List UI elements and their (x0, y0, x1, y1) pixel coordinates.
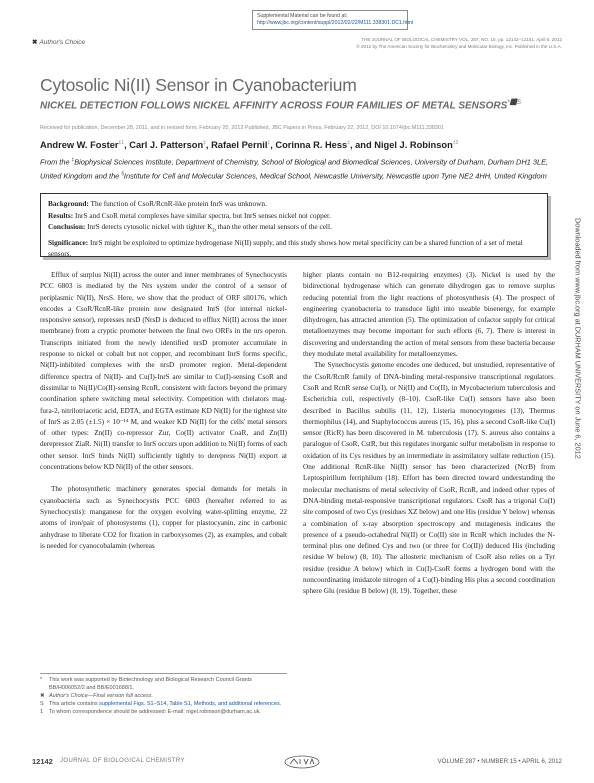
journal-copyright: © 2012 by The American Society for Biochemistry and Molecular Biology, Inc. Published in the U.S.A. (356, 44, 562, 50)
right-column (303, 270, 555, 598)
significance-text: InrS might be exploited to optimize hydrogenase Ni(II) supply, and this study shows how metal specificity can be a shared function of a set of metal sensors. (48, 237, 523, 259)
author-name: Rafael Pernil (211, 140, 268, 151)
footnotes (40, 673, 287, 717)
authors-choice-badge (32, 38, 85, 46)
author-name: Corinna R. Hess (275, 140, 348, 151)
affil-durham: Biophysical Sciences Institute, Department of Chemistry, School of Biological and Biomedical Sciences, University of Durham, Durham DH1 3LE, United Kingdom and the (40, 157, 549, 181)
footnote (40, 709, 287, 717)
author-name: Andrew W. Foster (40, 140, 119, 151)
asbmb-logo-icon (284, 755, 320, 769)
intro-paragraph-2: The Synechocystis genome encodes one deduced, but unstudied, representative of the CsoR/RcnR family of DNA-binding metal-responsive transcriptional regulators. CsoR and RcnR sense Cu(I), or Ni(II) and Co(II), in Mycobacterium tuberculosis and Escherichia coli, respectively (8–10). CsoR-like Cu(I) sensors have also been described in Bacillus subtilis (11, 12), Listeria monocytogenes (13), Thermus thermophilus (14), and Staphylococcus aureus (15, 16), plus a second CsoR-like Cu(I) sensor (RicR) has been discovered in M. tuberculosis (17). S. aureus also contains a paralogue of CsoR, CstR, but this regulates inorganic sulfur metabolism in response to oxidation of its Cys residues by an intermediate in assimilatory sulfate reduction (15). One additional RcnR-like Ni(II) sensor has been characterized (NcrB) from Leptospirillum ferriphilum (18). Effort has been directed toward understanding the molecular mechanisms of metal selectivity of CsoR, RcnR, and indeed other types of DNA-binding metal-responsive transcriptional regulators. CsoR has a trigonal Cu(I) site composed of two Cys (residues XZ below) and one His (residue Y below) whereas a combination of x-ray absorption spectroscopy and mutagenesis indicates the presence of a pseudo-octahedral Ni(II) or Co(II) site in RcnR which includes the N-terminal plus one defined Cys and two (or three for Co(II)) deduced His (including residue W below) (8, 10). The allosteric mechanism of CsoR also relies on a Tyr residue (residue A below) which in Cu(I)-CsoR forms a hydrogen bond with the noncoordinating imidazole nitrogen of a Cu(I)-binding His plus a second coordination sphere Glu (residue B below) (8, 19). Together, these (303, 361, 555, 596)
footnote-symbol: S (40, 700, 44, 707)
left-column (40, 270, 287, 552)
journal-name: JOURNAL OF BIOLOGICAL CHEMISTRY (60, 758, 185, 764)
affil-newcastle: Institute for Cell and Molecular Sciences, Medical School, Newcastle University, Newcastle upon Tyne NE2 4HH, United Kingdom (123, 171, 547, 181)
intro-paragraph: The photosynthetic machinery generates special demands for metals in cyanobacteria such as Synechocystis PCC 6803 (hereafter referred to as Synechocystis): manganese for the oxygen evolving water-splitting enzyme, 22 atoms of iron/pair of photosystems (1), copper for plastocyanin, zinc in carbonic anhydrase to liberate CO2 for fixation in carboxysomes (2), as examples, and cobalt is needed for cyanocobalamin (whereas (40, 485, 287, 550)
footnote-symbol: ✖ (40, 692, 45, 699)
results-label: Results: (48, 210, 74, 220)
journal-citation: THE JOURNAL OF BIOLOGICAL CHEMISTRY VOL. 287, NO. 15, pp. 12142–12151, April 6, 2012 (361, 37, 562, 42)
author-affil-mark: ‡2 (452, 140, 459, 146)
article-subtitle (40, 97, 540, 112)
footnote-text-end: . (279, 700, 282, 707)
footnote-symbol: * (40, 677, 43, 683)
subtitle-marks: *⬛S (507, 100, 522, 106)
subtitle-text: NICKEL DETECTION FOLLOWS NICKEL AFFINITY ACROSS FOUR FAMILIES OF METAL SENSORS (40, 100, 508, 112)
author-name: Nigel J. Robinson (374, 140, 453, 151)
authors-choice-icon: ✖ (32, 39, 38, 46)
footnote-text: This work was supported by Biotechnology and Biological Research Council Grants BB/H006052/2 and BB/E001688/1. (49, 677, 252, 691)
author-affil-mark: ‡ (203, 140, 206, 146)
significance-label: Significance: (48, 237, 89, 247)
conclusion-subscript: D (212, 227, 216, 233)
affil-mark: ‡ (71, 157, 75, 162)
author-name: Carl J. Patterson (129, 140, 204, 151)
author-affil-mark: ‡ (347, 140, 350, 146)
footnote (40, 693, 287, 701)
author-sep: , (205, 140, 212, 151)
abstract-paragraph: Efflux of surplus Ni(II) across the outer and inner membranes of Synechocystis PCC 6803 is mediated by the Nrs system under the control of a sensor of periplasmic Ni(II), NrsS. Here, we show that the product of ORF sll0176, which encodes a CsoR/RcnR-like protein now designated InrS (for internal nickel-responsive sensor), represses nrsD (NrsD is deduced to efflux Ni(II) across the inner membrane) from a cryptic promoter between the final two ORFs in the nrs operon. Transcripts initiated from the newly identified nrsD promoter accumulate in response to nickel or cobalt but not copper, and recombinant InrS forms specific, Ni(II)-inhibited complexes with the nrsD promoter region. Metal-dependent difference spectra of Ni(II)- and Cu(I)-InrS are similar to Cu(I)-sensing CsoR and dissimilar to Ni(II)/Co(II)-sensing RcnR, consistent with factors beyond the primary coordination sphere switching metal selectivity. Competition with chelators mag-fura-2, nitrilotriacetic acid, EDTA, and EGTA estimate KD Ni(II) for the tightest site of InrS as 2.05 (±1.5) × 10⁻¹⁴ M, and weaker KD Ni(II) for the cells' metal sensors of other types: Zn(II) co-repressor Zur, Co(II) activator CoaR, and Zn(II) derepressor ZiaR. Ni(II) transfer to InrS occurs upon addition to Ni(II) forms of each other sensor. InrS binds Ni(II) sufficiently tightly to derepress Ni(II) export at concentrations below KD Ni(II) of the other sensors. (40, 271, 287, 472)
abstract-results (48, 210, 540, 222)
page-footer (32, 755, 562, 771)
author-sep: , (270, 140, 276, 151)
supplemental-link[interactable]: http://www.jbc.org/content/suppl/2012/02/22/M111.338301.DC1.html (257, 20, 414, 27)
background-text: The function of CsoR/RcnR-like protein InrS was unknown. (88, 199, 267, 208)
footnote-symbol: 1 (40, 708, 44, 715)
author-list (40, 140, 458, 150)
background-label: Background: (48, 199, 89, 208)
affil-prefix: From the (40, 157, 72, 167)
page-number: 12142 (32, 757, 53, 766)
footnote-text: Author's Choice—Final version full access. (49, 692, 154, 699)
received-dates: Received for publication, December 28, 2011, and in revised form, February 20, 2012 Published, JBC Papers in Press, February 22, 2012, DOI 10.1074/jbc.M111.338301 (40, 125, 444, 131)
download-notice (570, 218, 586, 602)
footnote (40, 677, 287, 693)
article-title: Cytosolic Ni(II) Sensor in Cyanobacterium (40, 75, 357, 95)
footnote-text: To whom correspondence should be addressed: E-mail: nigel.robinson@durham.ac.uk. (49, 708, 261, 715)
structured-abstract (40, 193, 548, 257)
download-notice-text: Downloaded from www.jbc.org at DURHAM UNIVERSITY on June 6, 2012 (573, 218, 583, 459)
journal-meta (322, 36, 562, 50)
author-sep: , and (349, 140, 375, 151)
authors-choice-label: Author's Choice (39, 39, 86, 46)
conclusion-label: Conclusion: (48, 222, 86, 232)
supplemental-data-link[interactable]: supplemental Figs. S1–S14, Table S1, Methods, and additional references (99, 700, 280, 707)
intro-continued-paragraph: higher plants contain no B12-requiring enzymes) (3). Nickel is used by the bidirectional hydrogenase which can generate dihydrogen gas to remove surplus reducing potential from the light reactions of photosynthesis (4). The prospect of engineering cyanobacteria to transduce light into useable bioenergy, for example dihydrogen, has attracted attention (5). The optimization of cofactor supply for critical metalloenzymes may become important for such efforts (6, 7). There is interest in discovering and understanding the action of metal sensors from these bacteria because they modulate metal availability for metalloenzymes. (303, 271, 555, 359)
author-affil-mark: ‡ (267, 140, 271, 146)
abstract-significance (48, 237, 540, 260)
footnote-text: This article contains (49, 700, 100, 707)
volume-info: VOLUME 287 • NUMBER 15 • APRIL 6, 2012 (437, 758, 562, 765)
affiliations (40, 154, 558, 182)
abstract-conclusion (48, 221, 540, 236)
supplemental-material-box (252, 10, 414, 30)
footnote (40, 701, 287, 709)
abstract-background (48, 198, 540, 210)
author-affil-mark: ‡1 (118, 140, 125, 146)
results-text: InrS and CsoR metal complexes have similar spectra, but InrS senses nickel not copper. (73, 210, 331, 220)
affil-mark: § (121, 170, 124, 176)
conclusion-text: InrS detects cytosolic nickel with tighter K (85, 222, 213, 232)
author-sep: , (124, 140, 130, 151)
supplemental-label: Supplemental Material can be found at: (257, 13, 348, 19)
conclusion-text-end: than the other metal sensors of the cell. (215, 222, 332, 232)
